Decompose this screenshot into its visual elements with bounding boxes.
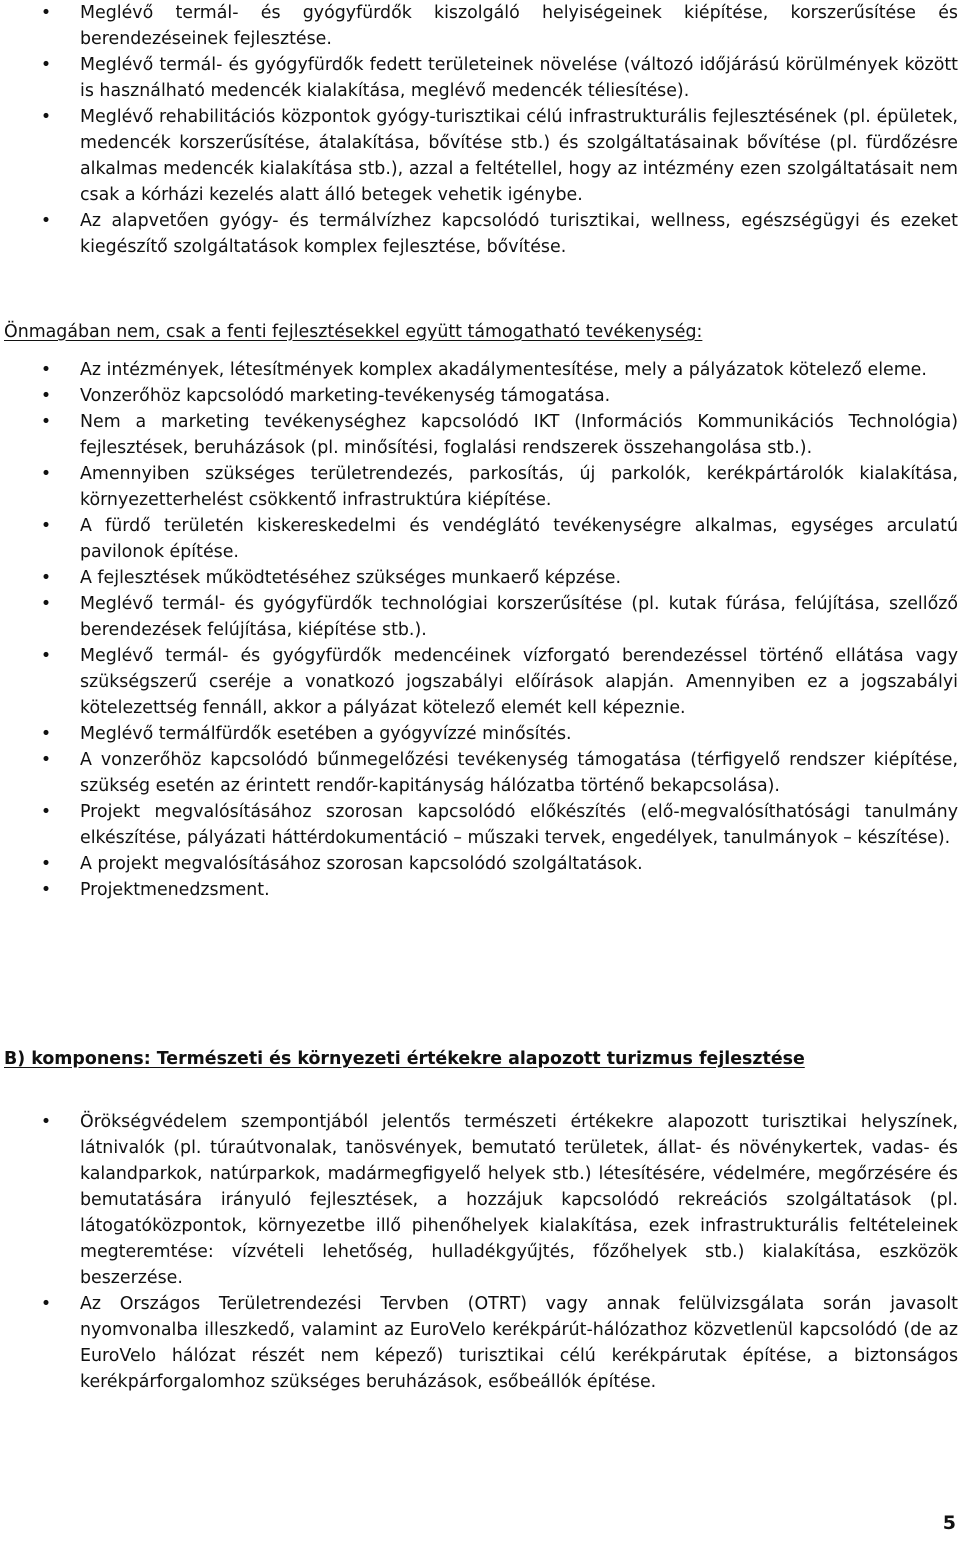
list-item-text: Az alapvetően gyógy- és termálvízhez kapcsolódó turisztikai, wellness, egészségügyi és ezeket kiegészítő szolgáltatások komplex fejlesztése, bővítése. [80, 211, 958, 257]
list-item-text: A fejlesztések működtetéséhez szükséges munkaerő képzése. [80, 568, 622, 588]
bullet-icon [40, 877, 52, 903]
bullet-icon [40, 1109, 52, 1135]
list-item-text: Meglévő rehabilitációs központok gyógy-turisztikai célú infrastrukturális fejlesztésének (pl. épületek, medencék korszerűsítése, átalakítása, bővítése stb.) és szolgáltatásainak bővítése (pl. fürdőzésre alkalmas medencék kialakítása stb.), azzal a feltétellel, hogy az intézmény ezen szolgáltatásait nem csak a kórházi kezelés alatt álló betegek vehetik igénybe. [80, 107, 958, 205]
list-item-text: Projekt megvalósításához szorosan kapcsolódó előkészítés (elő-megvalósíthatósági tanulmány elkészítése, pályázati háttérdokumentáció – műszaki tervek, engedélyek, tanulmányok – készítése). [80, 802, 958, 848]
bullet-icon [40, 747, 52, 773]
bullet-icon [40, 721, 52, 747]
bullet-list-facilities [0, 0, 958, 260]
bullet-icon [40, 208, 52, 234]
section-heading-supported-activities: Önmagában nem, csak a fenti fejlesztésekkel együtt támogatható tevékenység: [4, 322, 703, 342]
bullet-icon [40, 799, 52, 825]
list-item [0, 357, 958, 383]
list-item [0, 1109, 958, 1291]
list-item [0, 877, 958, 903]
bullet-list-component-b [0, 1109, 958, 1395]
bullet-icon [40, 357, 52, 383]
list-item-text: Meglévő termál- és gyógyfürdők medencéinek vízforgató berendezéssel történő ellátása vagy szükségszerű cseréje a vonatkozó jogszabályi előírások alapján. Amennyiben ez a jogszabályi kötelezettség fennáll, akkor a pályázat kötelező elemét kell képeznie. [80, 646, 958, 718]
bullet-icon [40, 513, 52, 539]
list-item-text: Meglévő termálfürdők esetében a gyógyvízzé minősítés. [80, 724, 572, 744]
bullet-icon [40, 565, 52, 591]
list-item [0, 851, 958, 877]
list-item [0, 383, 958, 409]
bullet-icon [40, 409, 52, 435]
list-item [0, 0, 958, 52]
list-item [0, 52, 958, 104]
list-item [0, 1291, 958, 1395]
list-item [0, 643, 958, 721]
list-item-text: Amennyiben szükséges területrendezés, parkosítás, új parkolók, kerékpártárolók kialakítása, környezetterhelést csökkentő infrastruktúra kiépítése. [80, 464, 958, 510]
bullet-icon [40, 851, 52, 877]
bullet-list-supported-activities [0, 357, 958, 903]
list-item [0, 513, 958, 565]
list-item-text: Az intézmények, létesítmények komplex akadálymentesítése, mely a pályázatok kötelező eleme. [80, 360, 927, 380]
section-heading-component-b: B) komponens: Természeti és környezeti értékekre alapozott turizmus fejlesztése [4, 1049, 805, 1069]
list-item [0, 208, 958, 260]
bullet-icon [40, 643, 52, 669]
list-item-text: Az Országos Területrendezési Tervben (OTRT) vagy annak felülvizsgálata során javasolt nyomvonalba illeszkedő, valamint az EuroVelo kerékpárút-hálózathoz közvetlenül kapcsolódó (de az EuroVelo hálózat részét nem képező) turisztikai célú kerékpárutak építése, a biztonságos kerékpárforgalomhoz szükséges beruházások, esőbeállók építése. [80, 1294, 958, 1392]
list-item-text: Meglévő termál- és gyógyfürdők technológiai korszerűsítése (pl. kutak fúrása, felújítása, szellőző berendezések felújítása, kiépítése stb.). [80, 594, 958, 640]
bullet-icon [40, 591, 52, 617]
list-item [0, 747, 958, 799]
list-item [0, 591, 958, 643]
page-number: 5 [942, 1512, 956, 1534]
list-item-text: A projekt megvalósításához szorosan kapcsolódó szolgáltatások. [80, 854, 643, 874]
list-item [0, 409, 958, 461]
list-item-text: Vonzerőhöz kapcsolódó marketing-tevékenység támogatása. [80, 386, 611, 406]
list-item-text: A fürdő területén kiskereskedelmi és vendéglátó tevékenységre alkalmas, egységes arculatú pavilonok építése. [80, 516, 958, 562]
list-item-text: A vonzerőhöz kapcsolódó bűnmegelőzési tevékenység támogatása (térfigyelő rendszer kiépítése, szükség esetén az érintett rendőr-kapitányság hálózatba történő bekapcsolása). [80, 750, 958, 796]
list-item [0, 565, 958, 591]
list-item [0, 799, 958, 851]
list-item-text: Meglévő termál- és gyógyfürdők fedett területeinek növelése (változó időjárású körülmények között is használható medencék kialakítása, meglévő medencék téliesítése). [80, 55, 958, 101]
list-item [0, 104, 958, 208]
bullet-icon [40, 104, 52, 130]
bullet-icon [40, 383, 52, 409]
bullet-icon [40, 52, 52, 78]
list-item-text: Meglévő termál- és gyógyfürdők kiszolgáló helyiségeinek kiépítése, korszerűsítése és berendezéseinek fejlesztése. [80, 3, 958, 49]
bullet-icon [40, 461, 52, 487]
list-item-text: Örökségvédelem szempontjából jelentős természeti értékekre alapozott turisztikai helyszínek, látnivalók (pl. túraútvonalak, tanösvények, bemutató területek, állat- és növénykertek, vadas- és kalandparkok, natúrparkok, madármegfigyelő helyek stb.) létesítésére, védelmére, megőrzésére és bemutatására irányuló fejlesztések, a hozzájuk kapcsolódó rekreációs szolgáltatások (pl. látogatóközpontok, környezetbe illő pihenőhelyek kialakítása, ezek infrastrukturális feltételeinek megteremtése: vízvételi lehetőség, hulladékgyűjtés, főzőhelyek stb.) kialakítása, eszközök beszerzése. [80, 1112, 958, 1288]
bullet-icon [40, 1291, 52, 1317]
list-item-text: Nem a marketing tevékenységhez kapcsolódó IKT (Információs Kommunikációs Technológia) fejlesztések, beruházások (pl. minősítési, foglalási rendszerek összehangolása stb.). [80, 412, 958, 458]
list-item [0, 461, 958, 513]
list-item-text: Projektmenedzsment. [80, 880, 270, 900]
list-item [0, 721, 958, 747]
bullet-icon [40, 0, 52, 26]
